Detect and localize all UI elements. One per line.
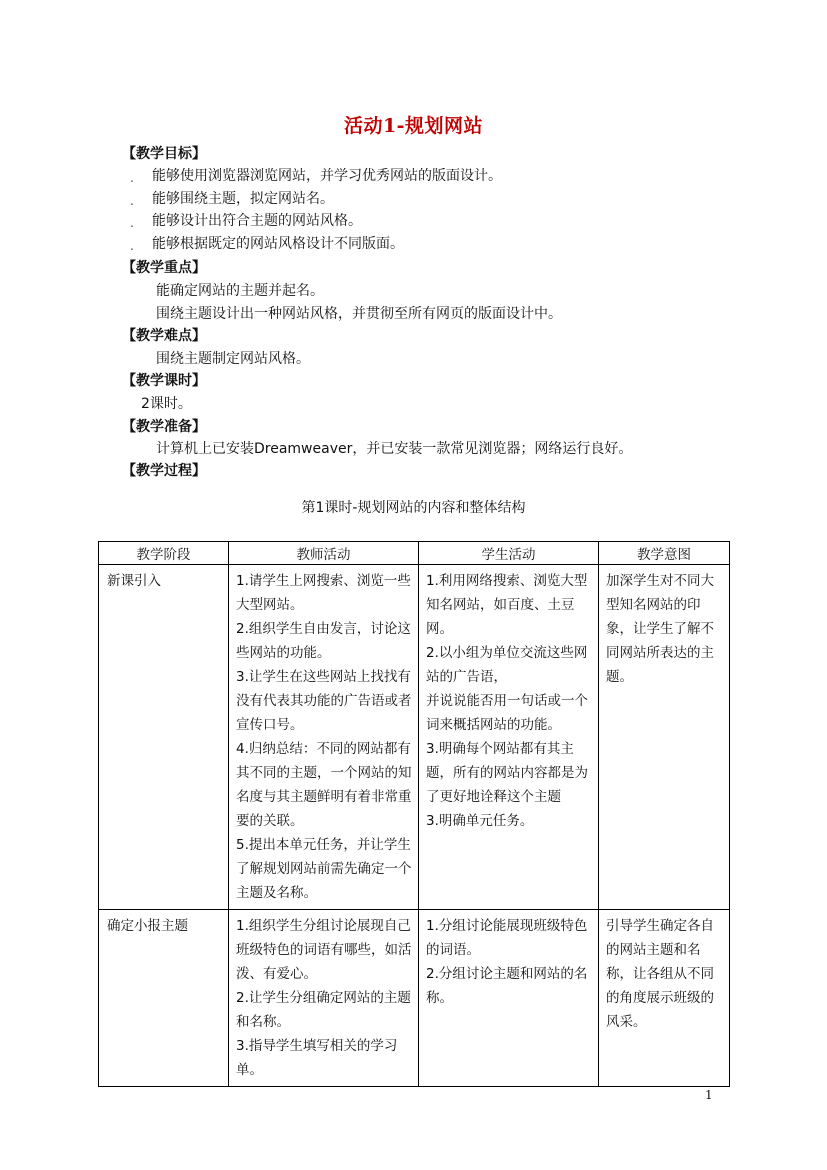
row1-intent: 加深学生对不同大型知名网站的印象，让学生了解不同网站所表达的主题。 — [599, 565, 730, 910]
row1-student-item: 1.利用网络搜索、浏览大型知名网站，如百度、土豆网。 — [426, 573, 588, 637]
goal-item-2: 能够围绕主题，拟定网站名。 — [152, 191, 334, 207]
header-intent: 教学意图 — [599, 542, 730, 565]
goal-item-1: 能够使用浏览器浏览网站，并学习优秀网站的版面设计。 — [152, 168, 502, 184]
row2-student-item: 1.分组讨论能展现班级特色的词语。 — [426, 918, 588, 958]
hours-text: 2课时。 — [141, 396, 192, 412]
prep-text: 计算机上已安装Dreamweaver，并已安装一款常见浏览器；网络运行良好。 — [156, 441, 633, 457]
row1-stage: 新课引入 — [99, 565, 229, 910]
header-student: 学生活动 — [419, 542, 599, 565]
table-row — [99, 565, 730, 910]
prep-heading: 【教学准备】 — [122, 419, 206, 435]
row1-teacher-item: 2.组织学生自由发言，讨论这些网站的功能。 — [236, 621, 411, 661]
goal-bullet-1: . — [130, 171, 134, 185]
page-number: 1 — [705, 1088, 713, 1102]
row2-student — [419, 910, 599, 1087]
row1-teacher-item: 4.归纳总结：不同的网站都有其不同的主题，一个网站的知名度与其主题鲜明有着非常重要的关联。 — [236, 741, 412, 829]
row1-teacher-item: 3.让学生在这些网站上找找有没有代表其功能的广告语或者宣传口号。 — [236, 669, 412, 733]
header-teacher: 教师活动 — [229, 542, 419, 565]
key-point-2: 围绕主题设计出一种网站风格，并贯彻至所有网页的版面设计中。 — [156, 306, 562, 322]
row1-student-item: 3.明确单元任务。 — [426, 813, 534, 829]
row1-student-item: 3.明确每个网站都有其主题，所有的网站内容都是为了更好地诠释这个主题 — [426, 741, 588, 805]
row2-teacher — [229, 910, 419, 1087]
difficulty-text: 围绕主题制定网站风格。 — [156, 351, 310, 367]
document-title: 活动1-规划网站 — [343, 115, 484, 137]
row1-teacher-item: 1.请学生上网搜索、浏览一些大型网站。 — [236, 573, 411, 613]
row2-teacher-item: 1.组织学生分组讨论展现自己班级特色的词语有哪些，如活泼、有爱心。 — [236, 918, 412, 982]
row2-teacher-item: 2.让学生分组确定网站的主题和名称。 — [236, 990, 411, 1030]
table-row — [99, 910, 730, 1087]
row1-student-item: 并说说能否用一句话或一个词来概括网站的功能。 — [426, 693, 588, 733]
goal-item-4: 能够根据既定的网站风格设计不同版面。 — [152, 236, 404, 252]
goal-bullet-4: . — [130, 239, 134, 253]
row1-student-item: 2.以小组为单位交流这些网站的广告语， — [426, 645, 588, 685]
lesson-plan-table — [98, 541, 730, 1087]
lesson-title: 第1课时-规划网站的内容和整体结构 — [301, 500, 526, 516]
row2-student-item: 2.分组讨论主题和网站的名称。 — [426, 966, 588, 1006]
goal-item-3: 能够设计出符合主题的网站风格。 — [152, 213, 362, 229]
row2-stage: 确定小报主题 — [99, 910, 229, 1087]
row2-intent: 引导学生确定各自的网站主题和名称，让各组从不同的角度展示班级的风采。 — [599, 910, 730, 1087]
hours-heading: 【教学课时】 — [122, 373, 206, 389]
row1-student — [419, 565, 599, 910]
row1-teacher — [229, 565, 419, 910]
goal-bullet-3: . — [130, 216, 134, 230]
table-header-row — [99, 542, 730, 565]
row2-teacher-item: 3.指导学生填写相关的学习单。 — [236, 1038, 398, 1078]
goal-heading: 【教学目标】 — [122, 146, 206, 162]
row1-teacher-item: 5.提出本单元任务，并让学生了解规划网站前需先确定一个主题及名称。 — [236, 837, 412, 901]
key-heading: 【教学重点】 — [122, 260, 206, 276]
goal-bullet-2: . — [130, 194, 134, 208]
header-stage: 教学阶段 — [99, 542, 229, 565]
difficulty-heading: 【教学难点】 — [122, 328, 206, 344]
process-heading: 【教学过程】 — [122, 463, 206, 479]
key-point-1: 能确定网站的主题并起名。 — [156, 283, 324, 299]
